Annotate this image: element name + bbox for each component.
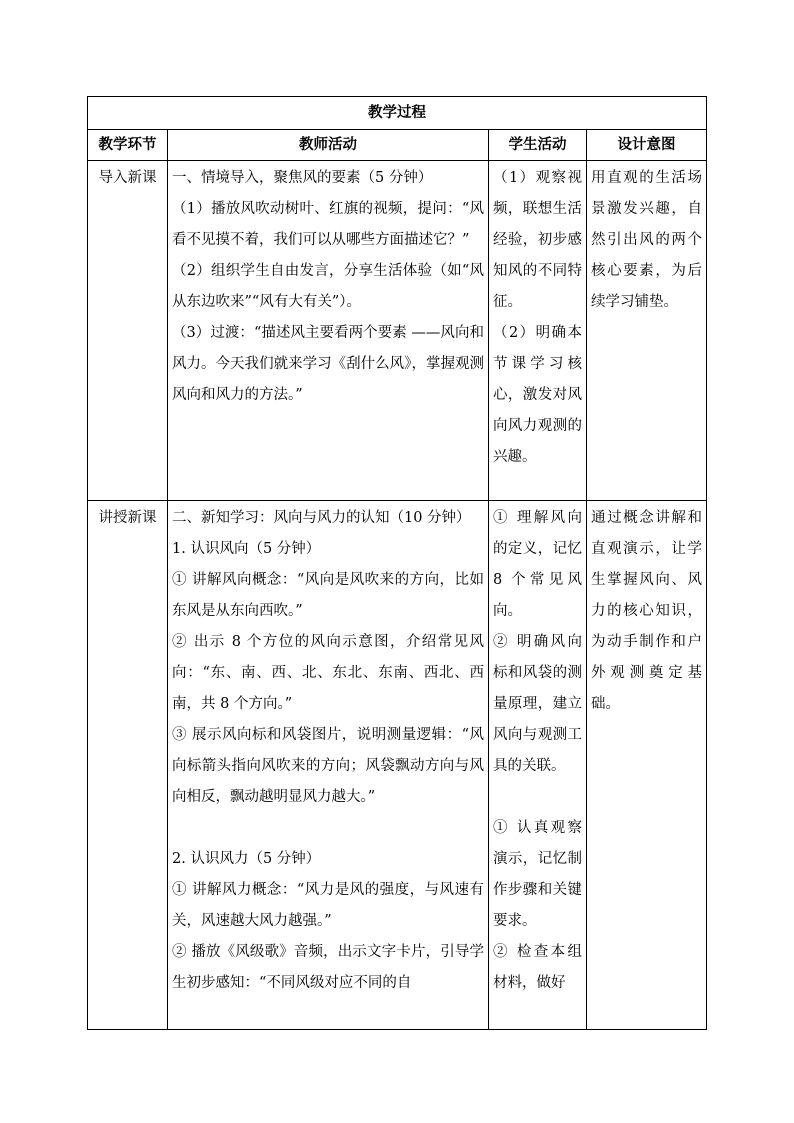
header-student-activity: 学生活动 (489, 130, 587, 161)
stage-cell: 导入新课 (88, 161, 168, 501)
teacher-paragraph: 1. 认识风向（5 分钟） (172, 541, 321, 557)
design-intent-cell (587, 501, 707, 1030)
student-activity-cell (489, 161, 587, 501)
student-activity-cell (489, 501, 587, 1030)
teacher-activity-cell (168, 161, 489, 501)
student-paragraph: ② 明确风向标和风袋的测量原理，建立风向与观测工具的关联。 (493, 634, 582, 774)
stage-cell: 讲授新课 (88, 501, 168, 1030)
teacher-paragraph: 二、新知学习：风向与风力的认知（10 分钟） (172, 510, 471, 526)
blank-line (493, 782, 582, 813)
teacher-paragraph: 一、情境导入，聚焦风的要素（5 分钟） (172, 170, 433, 186)
lesson-process-table (87, 96, 707, 1030)
teacher-paragraph: ① 讲解风力概念：“风力是风的强度，与风速有关，风速越大风力越强。” (172, 882, 484, 929)
table-row (88, 161, 707, 501)
intent-paragraph: 用直观的生活场景激发兴趣，自然引出风的两个核心要素，为后续学习铺垫。 (591, 170, 702, 310)
intent-paragraph: 通过概念讲解和直观演示，让学生掌握风向、风力的核心知识，为动手制作和户外观测奠定基础。 (591, 510, 702, 712)
table-row (88, 501, 707, 1030)
teacher-paragraph: （3）过渡：“描述风主要看两个要素 ——风向和风力。今天我们就来学习《刮什么风》，掌握观测风向和风力的方法。” (172, 325, 484, 403)
header-design-intent: 设计意图 (587, 130, 707, 161)
student-paragraph: （1）观察视频，联想生活经验，初步感知风的不同特征。 (493, 170, 582, 310)
design-intent-cell (587, 161, 707, 501)
teacher-paragraph: ① 讲解风向概念：“风向是风吹来的方向，比如东风是从东向西吹。” (172, 572, 484, 619)
teacher-activity-cell (168, 501, 489, 1030)
student-paragraph: （2）明确本节课学习核心，激发对风向风力观测的兴趣。 (493, 325, 582, 465)
teacher-paragraph: ② 出示 8 个方位的风向示意图，介绍常见风向：“东、南、西、北、东北、东南、西北、西南，共 8 个方向。” (172, 634, 484, 712)
table-title: 教学过程 (88, 97, 707, 130)
blank-line (172, 813, 484, 844)
header-stage: 教学环节 (88, 130, 168, 161)
student-paragraph: ② 检查本组材料，做好 (493, 944, 582, 991)
teacher-paragraph: ③ 展示风向标和风袋图片，说明测量逻辑：“风向标箭头指向风吹来的方向；风袋飘动方向与风向相反，飘动越明显风力越大。” (172, 727, 484, 805)
student-paragraph: ① 理解风向的定义，记忆 8 个常见风向。 (493, 510, 582, 619)
teacher-paragraph: （2）组织学生自由发言，分享生活体验（如“风从东边吹来”“风有大有关”）。 (172, 263, 484, 310)
header-teacher-activity: 教师活动 (168, 130, 489, 161)
teacher-paragraph: 2. 认识风力（5 分钟） (172, 851, 321, 867)
teacher-paragraph: （1）播放风吹动树叶、红旗的视频，提问：“风看不见摸不着，我们可以从哪些方面描述它？” (172, 201, 484, 248)
teacher-paragraph: ② 播放《风级歌》音频，出示文字卡片，引导学生初步感知：“不同风级对应不同的自 (172, 944, 484, 991)
student-paragraph: ① 认真观察演示，记忆制作步骤和关键要求。 (493, 820, 582, 929)
